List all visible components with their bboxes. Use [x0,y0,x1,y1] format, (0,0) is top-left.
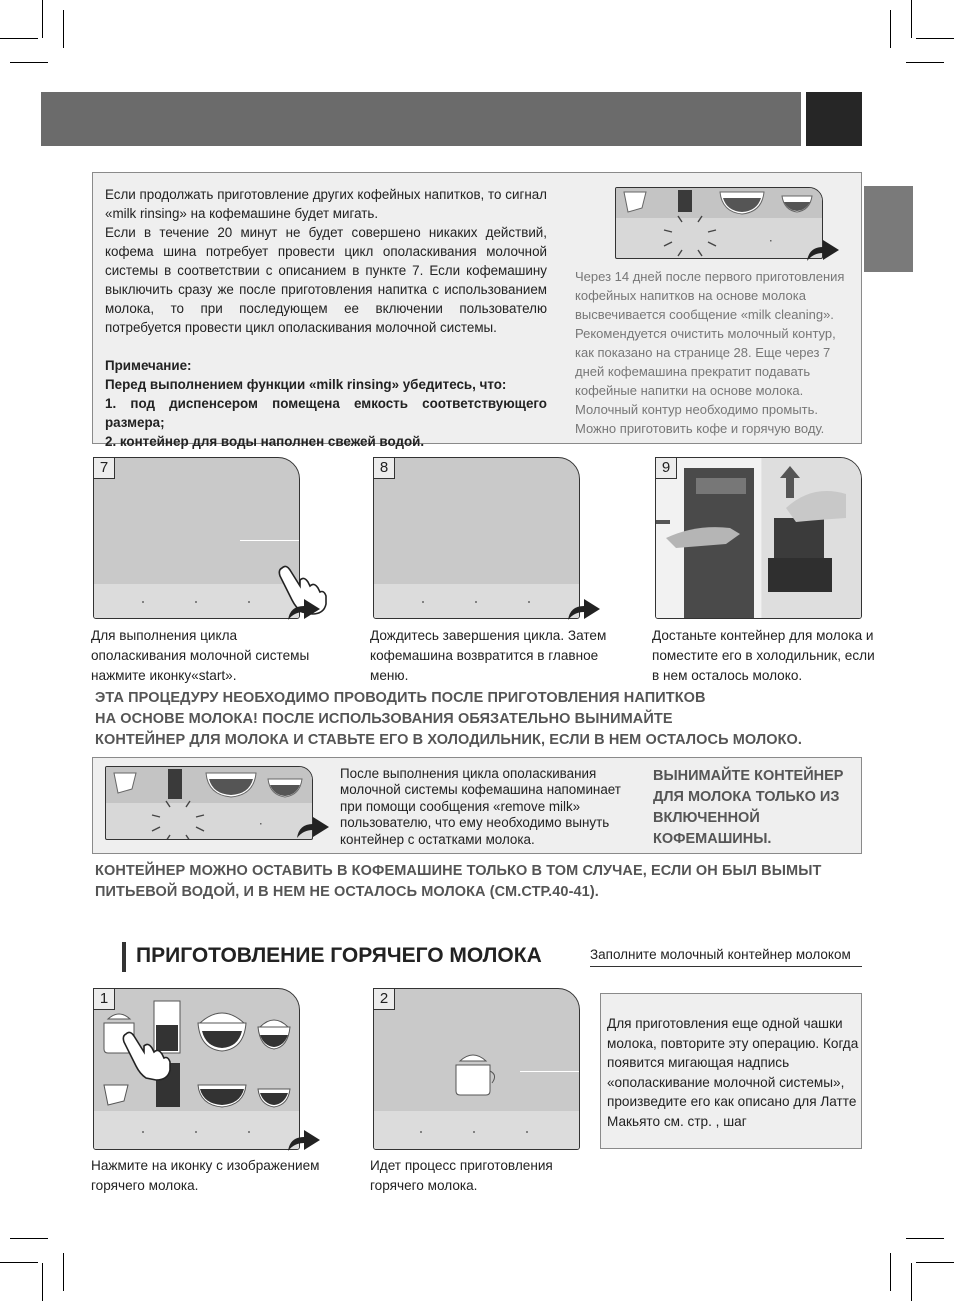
note-line: Перед выполнением функции «milk rinsing» убедитесь, что: [105,377,507,392]
display-drawing [616,188,823,259]
crop-mark [10,1238,48,1239]
crop-mark [916,1262,954,1263]
header-bar [41,92,801,146]
next-arrow-icon [566,596,602,622]
crop-mark [0,38,38,39]
crop-mark [42,1263,43,1301]
display-drawing [106,767,313,840]
step-2-caption: Идет процесс приготовления горячего молока. [370,1158,553,1193]
section-subtitle: Заполните молочный контейнер молоком [590,947,851,962]
step-number: 9 [655,457,677,479]
espresso-icon [258,1089,290,1107]
info-box-repeat [600,993,862,1149]
photo-remove-container [655,457,862,619]
step-7-caption: Для выполнения цикла ополаскивания молочной системы нажмите иконку«start». [91,628,310,683]
crop-mark [911,0,912,38]
crop-mark [10,62,48,63]
next-arrow-icon [805,237,841,263]
next-arrow-icon [286,596,322,622]
paragraph-20-minutes: Если в течение 20 минут не будет совершено никаких действий, кофема шина потребует провести цикл ополаскивания молочной системы в соответствии с описанием в пункте 7. Если кофемашину выключить сразу же после приготовления напитка с использованием молока, то при последующем ее включении пользователю потребуется провести цикл ополаскивания молочной системы. [105,225,547,335]
paragraph-milk-rinsing: Если продолжать приготовление других кофейных напитков, то сигнал «milk rinsing» на кофемашине будет мигать. [105,187,547,221]
warning-line: НА ОСНОВЕ МОЛОКА! ПОСЛЕ ИСПОЛЬЗОВАНИЯ ОБЯЗАТЕЛЬНО ВЫНИМАЙТЕ [95,711,673,727]
warning-line: КОНТЕЙНЕР ДЛЯ МОЛОКА И СТАВЬТЕ ЕГО В ХОЛОДИЛЬНИК, ЕСЛИ В НЕМ ОСТАЛОСЬ МОЛОКО. [95,732,803,748]
crop-mark [906,1238,944,1239]
screen-step-8 [373,457,580,619]
remove-milk-text: После выполнения цикла ополаскивания молочной системы кофемашина напоминает при помощи сообщения «remove milk» пользователю, что ему необходимо вынуть контейнер с остатками молока. [340,766,621,847]
step-number: 7 [93,457,115,479]
warning-line: ПИТЬЕВОЙ ВОДОЙ, И В НЕМ НЕ ОСТАЛОСЬ МОЛОКА (СМ.СТР.40-41). [95,884,599,900]
coffee-cup-icon [198,1085,246,1107]
hand-pointer-icon [120,1026,172,1082]
crop-mark [890,1253,891,1291]
hot-water-icon [104,1085,128,1105]
info-box-text: Для приготовления еще одной чашки молока, повторите эту операцию. Когда появится мигающая надпись «ополаскивание молочной системы», произведите его как описано для Латте Макьято см. стр. , шаг [607,1016,859,1129]
step-number: 2 [373,988,395,1010]
note-title: Примечание: [105,358,192,373]
next-arrow-icon [295,814,331,840]
note-line: 2. контейнер для воды наполнен свежей водой. [105,434,425,449]
warning-container [95,861,855,903]
crop-mark [906,62,944,63]
step-1-caption: Нажмите на иконку с изображением горячего молока. [91,1158,320,1193]
hot-milk-progress [374,989,580,1113]
crop-mark [911,1263,912,1301]
display-milk-cleaning [615,187,823,259]
remove-milk-warning: ВЫНИМАЙТЕ КОНТЕЙНЕР ДЛЯ МОЛОКА ТОЛЬКО ИЗ ВКЛЮЧЕННОЙ КОФЕМАШИНЫ. [653,768,844,847]
section-title: ПРИГОТОВЛЕНИЕ ГОРЯЧЕГО МОЛОКА [122,942,542,972]
warning-line: ЭТА ПРОЦЕДУРУ НЕОБХОДИМО ПРОВОДИТЬ ПОСЛЕ ПРИГОТОВЛЕНИЯ НАПИТКОВ [95,690,706,706]
photo-illustration [656,458,862,619]
crop-mark [0,1262,38,1263]
warning-procedure [95,688,855,751]
display-remove-milk [105,766,313,840]
remove-milk-panel [92,757,862,854]
info-panel-top [92,172,862,449]
screen-bottom-bar [94,1111,299,1149]
step-8-caption: Дождитесь завершения цикла. Затем кофемашина возвратится в главное меню. [370,628,607,683]
step-number: 1 [93,988,115,1010]
next-arrow-icon [286,1127,322,1153]
side-tab [864,186,913,272]
screen-step-2 [373,988,580,1150]
warning-line: КОНТЕЙНЕР МОЖНО ОСТАВИТЬ В КОФЕМАШИНЕ ТОЛЬКО В ТОМ СЛУЧАЕ, ЕСЛИ ОН БЫЛ ВЫМЫТ [95,863,822,879]
crop-mark [63,10,64,48]
crop-mark [890,10,891,48]
macchiato-icon [258,1020,290,1049]
panel-text-main [105,185,547,451]
screen-bottom-bar [374,1111,579,1149]
step-9-caption: Достаньте контейнер для молока и поместите его в холодильник, если в нем осталось молоко. [652,628,875,683]
screen-step-7 [93,457,300,619]
start-label-line [240,540,300,541]
milk-cleaning-note: Через 14 дней после первого приготовления кофейных напитков на основе молока высвечивается сообщение «milk cleaning». Рекомендуется очистить молочный контур, как показано на странице 28. Еще через 7 дней кофемашина прекратит подавать кофейные напитки на основе молока. Молочный контур необходимо промыть. Можно приготовить кофе и горячую воду. [575,269,845,436]
section-underline [590,966,862,967]
blink-rays [664,216,716,256]
note-line: 1. под диспенсером помещена емкость соответствующего размера; [105,396,547,430]
crop-mark [916,38,954,39]
cappuccino-icon [198,1013,246,1051]
milk-glass-icon [678,190,692,212]
step-number: 8 [373,457,395,479]
crop-mark [42,0,43,38]
blink-rays [152,801,204,840]
header-corner-block [806,92,862,146]
crop-mark [63,1253,64,1291]
